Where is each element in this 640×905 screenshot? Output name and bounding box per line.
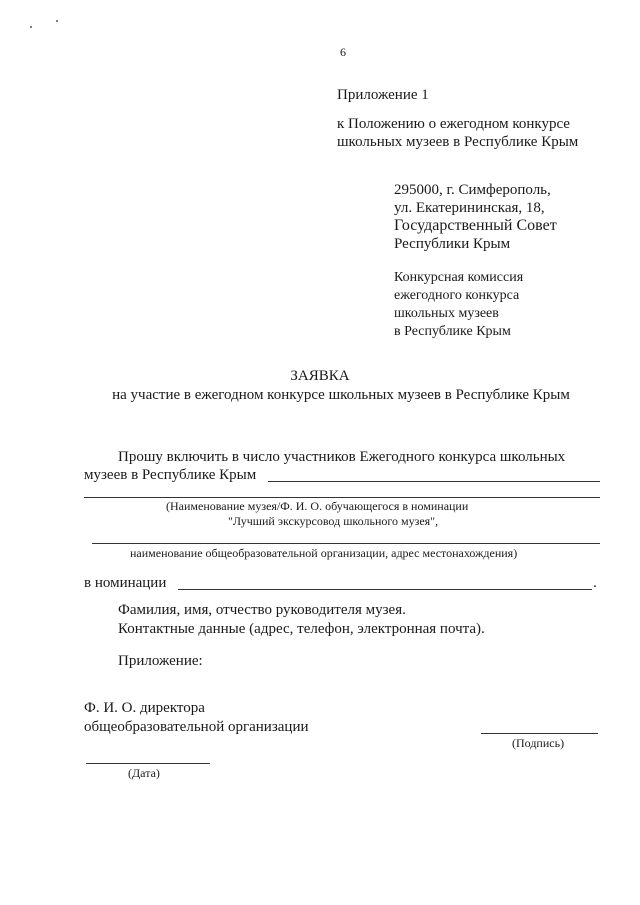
address-line: 295000, г. Симферополь, (394, 182, 551, 198)
commission-line: школьных музеев (394, 306, 499, 321)
commission-line: Конкурсная комиссия (394, 270, 524, 285)
nomination-label: в номинации (84, 575, 167, 591)
commission-line: ежегодного конкурса (394, 288, 520, 303)
scan-speck (56, 20, 58, 22)
date-caption: (Дата) (128, 766, 160, 780)
attachment-label: Приложение: (118, 653, 203, 669)
director-label: общеобразовательной организации (84, 719, 309, 735)
field-hint: (Наименование музея/Ф. И. О. обучающегося в номинации (166, 499, 469, 513)
document-title: ЗАЯВКА (290, 368, 350, 384)
appendix-line: к Положению о ежегодном конкурсе (337, 116, 570, 132)
appendix-line: школьных музеев в Республике Крым (337, 134, 579, 150)
nomination-end: . (593, 575, 597, 591)
page-number: 6 (340, 45, 346, 59)
director-label: Ф. И. О. директора (84, 700, 205, 716)
signature-line (481, 733, 598, 734)
museum-head-text: Фамилия, имя, отчество руководителя музея. (118, 602, 406, 618)
request-text: Прошу включить в число участников Ежегодного конкурса школьных (118, 449, 566, 465)
fill-line (84, 497, 600, 498)
nomination-line (178, 589, 592, 590)
request-text: музеев в Республике Крым (84, 467, 257, 483)
address-line: ул. Екатерининская, 18, (394, 200, 545, 216)
date-line (86, 763, 210, 764)
appendix-title: Приложение 1 (337, 87, 429, 103)
signature-caption: (Подпись) (512, 736, 565, 750)
document-subtitle: на участие в ежегодном конкурсе школьных музеев в Республике Крым (112, 387, 570, 403)
commission-line: в Республике Крым (394, 324, 511, 339)
address-line: Государственный Совет (394, 217, 557, 234)
fill-line (268, 481, 600, 482)
address-line: Республики Крым (394, 236, 511, 252)
contacts-text: Контактные данные (адрес, телефон, электронная почта). (118, 621, 485, 637)
scan-speck (30, 26, 32, 28)
field-hint: "Лучший экскурсовод школьного музея", (228, 514, 439, 528)
fill-line (92, 543, 600, 544)
field-hint: наименование общеобразовательной организации, адрес местонахождения) (130, 546, 518, 560)
